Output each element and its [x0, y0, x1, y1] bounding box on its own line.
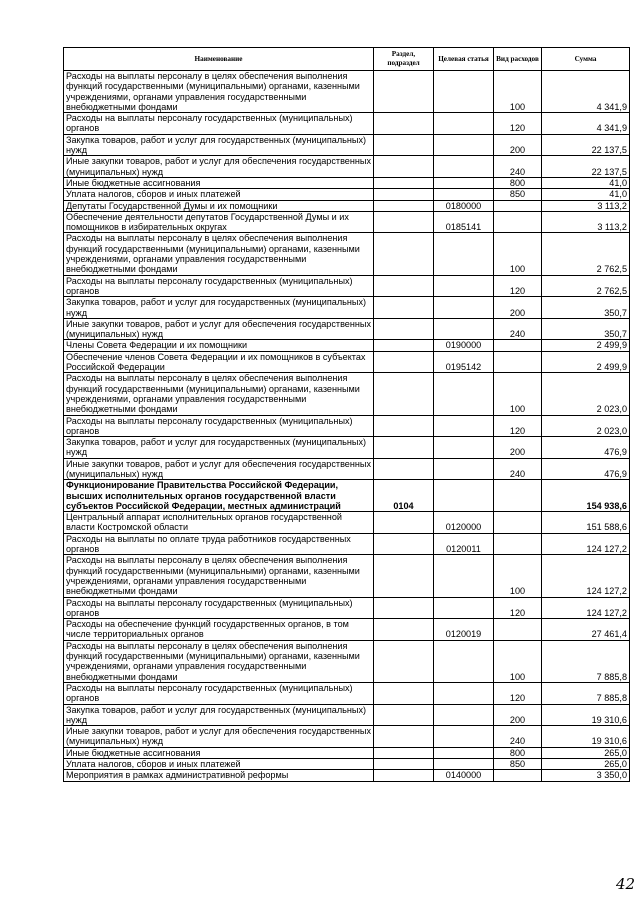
- row-celevaya: [434, 189, 494, 200]
- row-celevaya: [434, 437, 494, 459]
- header-summa: Сумма: [542, 48, 630, 71]
- row-vid: 240: [494, 318, 542, 340]
- table-row: [64, 682, 630, 704]
- header-celevaya: Целевая статья: [434, 48, 494, 71]
- row-name: Обеспечение членов Совета Федерации и их помощников в субъектах Российской Федерации: [64, 351, 374, 373]
- row-name: Расходы на выплаты персоналу государственных (муниципальных) органов: [64, 682, 374, 704]
- row-razdel: [374, 211, 434, 233]
- row-name: Закупка товаров, работ и услуг для государственных (муниципальных) нужд: [64, 704, 374, 726]
- row-celevaya: 0195142: [434, 351, 494, 373]
- table-row: [64, 640, 630, 682]
- row-summa: 22 137,5: [542, 134, 630, 156]
- row-name: Закупка товаров, работ и услуг для государственных (муниципальных) нужд: [64, 437, 374, 459]
- row-name: Уплата налогов, сборов и иных платежей: [64, 189, 374, 200]
- row-summa: 2 023,0: [542, 415, 630, 437]
- row-name: Расходы на выплаты персоналу государственных (муниципальных) органов: [64, 275, 374, 297]
- table-row: [64, 189, 630, 200]
- row-celevaya: [434, 297, 494, 319]
- row-name: Расходы на выплаты персоналу государственных (муниципальных) органов: [64, 597, 374, 619]
- row-celevaya: [434, 373, 494, 415]
- row-razdel: [374, 71, 434, 113]
- row-vid: 120: [494, 682, 542, 704]
- row-summa: 41,0: [542, 177, 630, 188]
- row-razdel: [374, 619, 434, 641]
- table-row: [64, 437, 630, 459]
- row-name: Закупка товаров, работ и услуг для государственных (муниципальных) нужд: [64, 297, 374, 319]
- table-row: [64, 512, 630, 534]
- row-name: Члены Совета Федерации и их помощники: [64, 340, 374, 351]
- row-celevaya: [434, 177, 494, 188]
- row-name: Иные закупки товаров, работ и услуг для обеспечения государственных (муниципальных) нужд: [64, 318, 374, 340]
- row-vid: 240: [494, 156, 542, 178]
- row-name: Иные закупки товаров, работ и услуг для обеспечения государственных (муниципальных) нужд: [64, 458, 374, 480]
- row-summa: 3 113,2: [542, 200, 630, 211]
- row-summa: 2 762,5: [542, 233, 630, 275]
- row-razdel: [374, 597, 434, 619]
- row-vid: 100: [494, 233, 542, 275]
- table-row: [64, 480, 630, 512]
- row-celevaya: [434, 113, 494, 135]
- row-name: Депутаты Государственной Думы и их помощники: [64, 200, 374, 211]
- row-summa: 3 113,2: [542, 211, 630, 233]
- row-name: Обеспечение деятельности депутатов Государственной Думы и их помощников в избирательных округах: [64, 211, 374, 233]
- row-celevaya: [434, 597, 494, 619]
- table-row: [64, 156, 630, 178]
- row-name: Расходы на выплаты персоналу в целях обеспечения выполнения функций государственными (муниципальными) органами, казенными учреждениями, органами управления государственными внебюджетными фондами: [64, 233, 374, 275]
- row-vid: [494, 351, 542, 373]
- row-razdel: [374, 340, 434, 351]
- table-row: [64, 619, 630, 641]
- row-vid: 800: [494, 177, 542, 188]
- row-name: Иные бюджетные ассигнования: [64, 747, 374, 758]
- row-summa: 2 023,0: [542, 373, 630, 415]
- table-row: [64, 704, 630, 726]
- table-row: [64, 726, 630, 748]
- row-name: Центральный аппарат исполнительных органов государственной власти Костромской области: [64, 512, 374, 534]
- row-summa: 476,9: [542, 458, 630, 480]
- row-name: Расходы на обеспечение функций государственных органов, в том числе территориальных органов: [64, 619, 374, 641]
- row-name: Расходы на выплаты персоналу в целях обеспечения выполнения функций государственными (муниципальными) органами, казенными учреждениями, органами управления государственными внебюджетными фондами: [64, 555, 374, 597]
- row-summa: 19 310,6: [542, 726, 630, 748]
- row-celevaya: [434, 156, 494, 178]
- row-vid: [494, 480, 542, 512]
- row-celevaya: [434, 682, 494, 704]
- row-vid: [494, 211, 542, 233]
- header-razdel: Раздел, подраздел: [374, 48, 434, 71]
- row-celevaya: [434, 480, 494, 512]
- row-summa: 27 461,4: [542, 619, 630, 641]
- row-name: Расходы на выплаты персоналу в целях обеспечения выполнения функций государственными (муниципальными) органами, казенными учреждениями, органами управления государственными внебюджетными фондами: [64, 71, 374, 113]
- row-name: Расходы на выплаты персоналу в целях обеспечения выполнения функций государственными (муниципальными) органами, казенными учреждениями, органами управления государственными внебюджетными фондами: [64, 373, 374, 415]
- row-razdel: [374, 177, 434, 188]
- table-row: [64, 200, 630, 211]
- row-summa: 350,7: [542, 297, 630, 319]
- row-vid: [494, 619, 542, 641]
- table-row: [64, 747, 630, 758]
- table-row: [64, 211, 630, 233]
- row-razdel: [374, 233, 434, 275]
- table-row: [64, 351, 630, 373]
- row-vid: [494, 200, 542, 211]
- table-row: [64, 759, 630, 770]
- row-celevaya: [434, 458, 494, 480]
- row-razdel: [374, 113, 434, 135]
- row-vid: 240: [494, 726, 542, 748]
- table-row: [64, 233, 630, 275]
- row-summa: 124 127,2: [542, 555, 630, 597]
- row-name: Функционирование Правительства Российской Федерации, высших исполнительных органов государственной власти субъектов Российской Федерации, местных администраций: [64, 480, 374, 512]
- row-celevaya: 0190000: [434, 340, 494, 351]
- row-summa: 265,0: [542, 747, 630, 758]
- table-row: [64, 71, 630, 113]
- row-summa: 7 885,8: [542, 640, 630, 682]
- row-summa: 7 885,8: [542, 682, 630, 704]
- row-celevaya: [434, 134, 494, 156]
- row-celevaya: [434, 704, 494, 726]
- table-row: [64, 275, 630, 297]
- header-vid: Вид расходов: [494, 48, 542, 71]
- row-razdel: [374, 759, 434, 770]
- row-celevaya: [434, 71, 494, 113]
- table-row: [64, 533, 630, 555]
- row-name: Мероприятия в рамках административной реформы: [64, 770, 374, 781]
- row-razdel: [374, 747, 434, 758]
- row-vid: 850: [494, 759, 542, 770]
- row-celevaya: [434, 233, 494, 275]
- row-vid: [494, 340, 542, 351]
- budget-table: [63, 47, 630, 782]
- row-name: Расходы на выплаты персоналу государственных (муниципальных) органов: [64, 113, 374, 135]
- row-name: Уплата налогов, сборов и иных платежей: [64, 759, 374, 770]
- row-razdel: [374, 704, 434, 726]
- row-celevaya: 0185141: [434, 211, 494, 233]
- row-vid: 200: [494, 437, 542, 459]
- row-summa: 22 137,5: [542, 156, 630, 178]
- table-row: [64, 177, 630, 188]
- row-razdel: [374, 189, 434, 200]
- table-row: [64, 373, 630, 415]
- row-vid: 120: [494, 275, 542, 297]
- row-summa: 2 499,9: [542, 340, 630, 351]
- row-razdel: [374, 318, 434, 340]
- row-celevaya: [434, 640, 494, 682]
- row-vid: 100: [494, 640, 542, 682]
- row-razdel: [374, 437, 434, 459]
- table-row: [64, 318, 630, 340]
- row-razdel: [374, 640, 434, 682]
- table-row: [64, 297, 630, 319]
- row-vid: 200: [494, 704, 542, 726]
- table-row: [64, 555, 630, 597]
- table-header: [64, 48, 630, 71]
- row-vid: 240: [494, 458, 542, 480]
- row-celevaya: [434, 759, 494, 770]
- row-razdel: [374, 682, 434, 704]
- row-name: Иные бюджетные ассигнования: [64, 177, 374, 188]
- row-razdel: [374, 533, 434, 555]
- row-vid: 200: [494, 134, 542, 156]
- row-razdel: [374, 200, 434, 211]
- table-row: [64, 597, 630, 619]
- row-vid: 100: [494, 71, 542, 113]
- row-summa: 350,7: [542, 318, 630, 340]
- row-celevaya: [434, 555, 494, 597]
- row-celevaya: 0120000: [434, 512, 494, 534]
- table-row: [64, 458, 630, 480]
- row-name: Расходы на выплаты по оплате труда работников государственных органов: [64, 533, 374, 555]
- row-summa: 19 310,6: [542, 704, 630, 726]
- row-summa: 151 588,6: [542, 512, 630, 534]
- page-number: 42: [616, 875, 636, 893]
- row-vid: [494, 770, 542, 781]
- table-row: [64, 415, 630, 437]
- row-vid: 850: [494, 189, 542, 200]
- row-razdel: [374, 275, 434, 297]
- row-celevaya: [434, 318, 494, 340]
- row-razdel: 0104: [374, 480, 434, 512]
- row-razdel: [374, 458, 434, 480]
- row-summa: 3 350,0: [542, 770, 630, 781]
- row-summa: 124 127,2: [542, 533, 630, 555]
- row-celevaya: [434, 726, 494, 748]
- row-celevaya: [434, 275, 494, 297]
- table-row: [64, 340, 630, 351]
- row-vid: [494, 512, 542, 534]
- table-row: [64, 113, 630, 135]
- row-vid: 120: [494, 113, 542, 135]
- row-razdel: [374, 555, 434, 597]
- row-name: Закупка товаров, работ и услуг для государственных (муниципальных) нужд: [64, 134, 374, 156]
- row-razdel: [374, 415, 434, 437]
- row-vid: 800: [494, 747, 542, 758]
- row-summa: 2 499,9: [542, 351, 630, 373]
- row-razdel: [374, 726, 434, 748]
- header-row: [64, 48, 630, 71]
- header-name: Наименование: [64, 48, 374, 71]
- row-razdel: [374, 351, 434, 373]
- row-name: Расходы на выплаты персоналу государственных (муниципальных) органов: [64, 415, 374, 437]
- table-body: [64, 71, 630, 782]
- row-vid: [494, 533, 542, 555]
- row-razdel: [374, 156, 434, 178]
- row-summa: 4 341,9: [542, 113, 630, 135]
- row-vid: 100: [494, 373, 542, 415]
- row-celevaya: [434, 747, 494, 758]
- row-celevaya: [434, 415, 494, 437]
- row-vid: 100: [494, 555, 542, 597]
- row-razdel: [374, 512, 434, 534]
- row-celevaya: 0120019: [434, 619, 494, 641]
- row-vid: 120: [494, 415, 542, 437]
- row-razdel: [374, 373, 434, 415]
- table-row: [64, 770, 630, 781]
- row-summa: 41,0: [542, 189, 630, 200]
- row-summa: 4 341,9: [542, 71, 630, 113]
- row-vid: 120: [494, 597, 542, 619]
- row-vid: 200: [494, 297, 542, 319]
- row-name: Расходы на выплаты персоналу в целях обеспечения выполнения функций государственными (муниципальными) органами, казенными учреждениями, органами управления государственными внебюджетными фондами: [64, 640, 374, 682]
- row-razdel: [374, 297, 434, 319]
- row-celevaya: 0140000: [434, 770, 494, 781]
- row-summa: 2 762,5: [542, 275, 630, 297]
- row-summa: 265,0: [542, 759, 630, 770]
- row-summa: 124 127,2: [542, 597, 630, 619]
- table-row: [64, 134, 630, 156]
- row-summa: 154 938,6: [542, 480, 630, 512]
- row-celevaya: 0120011: [434, 533, 494, 555]
- row-summa: 476,9: [542, 437, 630, 459]
- row-name: Иные закупки товаров, работ и услуг для обеспечения государственных (муниципальных) нужд: [64, 726, 374, 748]
- row-celevaya: 0180000: [434, 200, 494, 211]
- row-name: Иные закупки товаров, работ и услуг для обеспечения государственных (муниципальных) нужд: [64, 156, 374, 178]
- row-razdel: [374, 770, 434, 781]
- row-razdel: [374, 134, 434, 156]
